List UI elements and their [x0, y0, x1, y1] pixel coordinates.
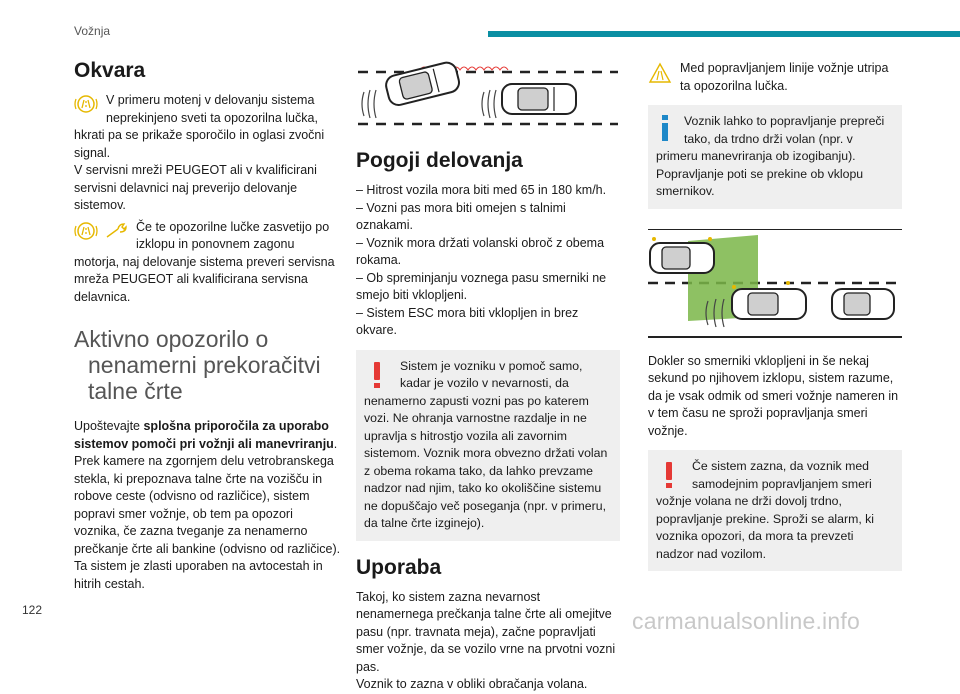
lane-keep-assist-icon — [648, 62, 672, 84]
exclamation-icon — [660, 460, 678, 490]
warning-note-text: Sistem je vozniku v pomoč samo, kadar je vozilo v nevarnosti, da nenamerno zapusti vozni pas po katerem vozi. Ne ohranja varnostne razdalje in ne upravlja s hitrostjo vozila ali zavornim sistemom. Voznik mora obvezno držati volan z obema rokama tako, da lahko prevzame nadzor nad njim, tako ko okoliščine sistemu ne dopuščajo več poseganja (npr. v primeru, da talne črte izginejo). — [364, 358, 608, 530]
icon-slot — [74, 221, 128, 241]
intro-pre: Upoštevajte — [74, 419, 144, 433]
info-note — [648, 105, 902, 209]
lane-warning-icon — [74, 221, 98, 241]
lane-change-illustration — [648, 229, 902, 339]
lane-departure-illustration — [356, 56, 620, 130]
warning-note — [356, 350, 620, 541]
exclamation-icon — [368, 360, 386, 390]
amber-note-text: Med popravljanjem linije vožnje utripa ta opozorilna lučka. — [680, 61, 889, 93]
intro-paragraph — [74, 418, 342, 453]
intro-bold: splošna priporočila za uporabo sistemov pomoči pri vožnji ali manevriranju — [74, 419, 334, 451]
fault-text-1: V primeru motenj v delovanju sistema neprekinjeno sveti ta opozorilna lučka, hkrati pa se prikaže sporočilo in oglasi zvočni signal. — [74, 93, 325, 160]
section-heading-line-1: Aktivno opozorilo o — [74, 326, 269, 352]
conditions-list-item: – Sistem ESC mora biti vklopljen in brez okvare. — [356, 305, 579, 337]
warning-note-2-text: Če sistem zazna, da voznik med samodejnim popravljanjem smeri vožnje volana ne drži dovolj trdno, popravljanje prekine. Sproži se alarm, ki voznika opozori, da mora ta prevzeti nadzor nad vozilom. — [656, 459, 875, 561]
section-title: Vožnja — [74, 24, 111, 38]
icon-slot — [74, 94, 98, 114]
usage-heading: Uporaba — [356, 555, 442, 579]
section-heading — [74, 326, 342, 404]
fault-text-2: V servisni mreži PEUGEOT ali v kvalificirani servisni delavnici naj preverijo delovanje sistemov. — [74, 163, 317, 212]
page-number: 122 — [22, 603, 43, 617]
info-note-text: Voznik lahko to popravljanje prepreči tako, da trdno drži volan (npr. v primeru manevriranja ob izogibanju). — [656, 114, 885, 163]
fault-paragraph-block — [74, 92, 342, 215]
service-wrench-icon — [104, 221, 128, 241]
conditions-list — [356, 182, 620, 340]
fault-paragraph-block-2 — [74, 219, 342, 307]
info-icon — [656, 113, 674, 143]
usage-paragraph-2: Voznik to zazna v obliki obračanja volana. — [356, 677, 588, 691]
column-1 — [74, 50, 342, 593]
header-accent-bar — [488, 31, 960, 37]
watermark: carmanualsonline.info — [632, 608, 860, 634]
lane-warning-icon — [74, 94, 98, 114]
usage-paragraph-1: Takoj, ko sistem zazna nevarnost nenamernega prečkanja talne črte ali omejitve pasu (npr. travnata meja), začne popravljati smer vožnje, da se vozilo vrne na prvotni vozni pas. — [356, 589, 616, 674]
column-2 — [356, 56, 620, 694]
intro-paragraph-2: Prek kamere na zgornjem delu vetrobranskega stekla, ki prepoznava talne črte na vozišču in robove ceste (odvisno od različice), sistem popravi smer vožnje, ob tem pa opozori voznika, če zazna tveganje za nenamerno prečkanje črte ali bankine (odvisno od različice). — [74, 454, 341, 556]
info-note-text-2: Popravljanje poti se prekine ob vklopu smernikov. — [656, 166, 864, 198]
section-heading-line-2: nenamerni prekoračitvi — [88, 352, 321, 378]
intro-post: . — [333, 436, 338, 451]
conditions-heading: Pogoji delovanja — [356, 149, 523, 172]
conditions-list-item: – Voznik mora držati volanski obroč z obema rokama. — [356, 235, 605, 267]
fault-heading: Okvara — [74, 59, 146, 82]
conditions-list-item: – Hitrost vozila mora biti med 65 in 180 km/h. — [356, 183, 607, 197]
intro-paragraph-3: Ta sistem je zlasti uporaben na avtocestah in hitrih cestah. — [74, 559, 323, 591]
conditions-list-item: – Vozni pas mora biti omejen s talnimi oznakami. — [356, 200, 566, 232]
amber-note — [648, 60, 902, 95]
conditions-list-item: – Ob spreminjanju voznega pasu smerniki ne smejo biti vklopljeni. — [356, 270, 607, 302]
column-3 — [648, 60, 902, 571]
fault-text-3: Če te opozorilne lučke zasvetijo po izklopu in ponovnem zagonu motorja, naj delovanje sistema preveri servisna mreža PEUGEOT ali kvalificirana servisna delavnica. — [74, 219, 335, 304]
section-heading-line-3: talne črte — [88, 378, 183, 404]
warning-note-2 — [648, 450, 902, 571]
body-paragraph: Dokler so smerniki vklopljeni in še nekaj sekund po njihovem izklopu, sistem razume, da je vsak odmik od smeri vožnje nameren in v tem času ne sproži popravljanja smeri vožnje. — [648, 353, 899, 438]
